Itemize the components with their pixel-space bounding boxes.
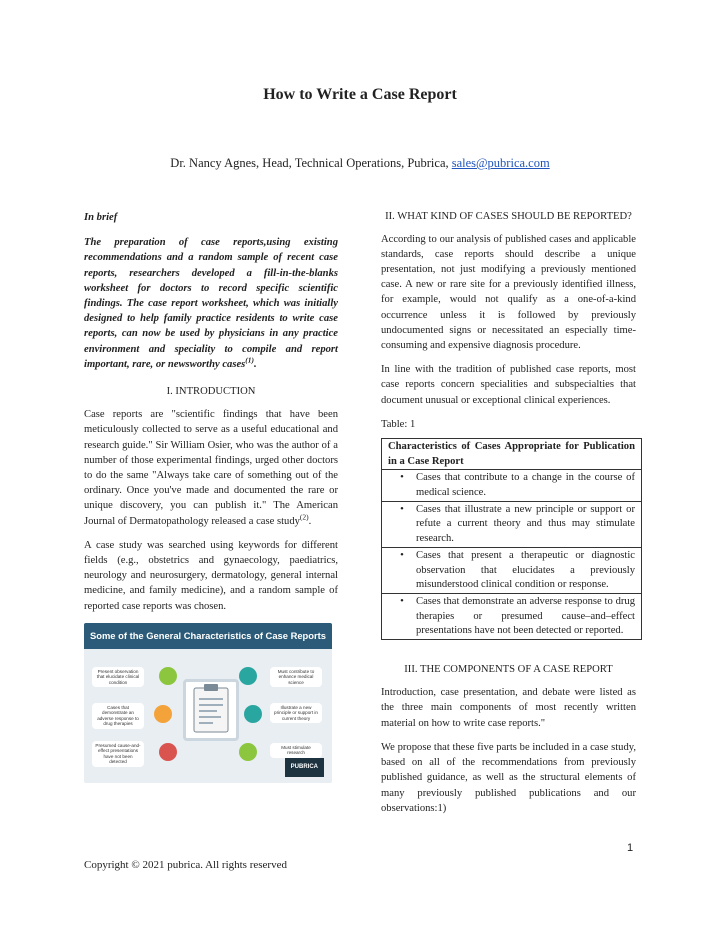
table-cell-text: Cases that contribute to a change in the course of medical science. (416, 472, 635, 499)
infographic-title: Some of the General Characteristics of Case Reports (84, 623, 332, 649)
abstract-citation: (1) (245, 355, 255, 365)
pills-icon (154, 705, 172, 723)
infographic-item: Presumed cause-and-effect presentations have not been detected (92, 741, 144, 767)
author-line (0, 156, 720, 171)
table-row (382, 470, 642, 501)
infographic-item: Must contribute to enhance medical science (270, 667, 322, 687)
author-email-link[interactable]: sales@pubrica.com (451, 156, 550, 170)
characteristics-table (381, 438, 642, 640)
bullet-icon: • (400, 472, 404, 484)
section-3-paragraph-1: Introduction, case presentation, and debate were listed as the three main components of most recently written material on how to write case reports." (381, 687, 636, 729)
author-text: Dr. Nancy Agnes, Head, Technical Operations, Pubrica, (170, 156, 452, 170)
introduction-citation: (2) (299, 512, 309, 522)
table-label: Table: 1 (381, 418, 416, 430)
bullet-icon: • (400, 549, 404, 561)
pubrica-logo: PUBRICA (285, 758, 324, 777)
table-cell-text: Cases that present a therapeutic or diagnostic observation that elucidates a previously misunderstood clinical condition or response. (416, 549, 635, 591)
introduction-paragraph-2: A case study was searched using keywords for different fields (e.g., obstetrics and gynaecology, paediatrics, neurology and neurosurgery, dermatology, general internal medicine, and family medicine), and a random sample of reported case reports was chosen. (84, 539, 338, 612)
introduction-paragraph-1 (84, 407, 338, 529)
bullet-icon: • (400, 503, 404, 515)
introduction-end-1: . (308, 515, 312, 527)
infographic-item: Present observation that elucidate clinical condition (92, 667, 144, 687)
doctor-icon (244, 705, 262, 723)
table-row (382, 593, 642, 639)
table-row (382, 547, 642, 593)
table-cell-text: Cases that illustrate a new principle or support or refute a current theory and thus may stimulate research. (416, 503, 635, 545)
case-report-infographic (84, 623, 332, 783)
bullet-icon: • (400, 595, 404, 607)
section-2-heading: II. WHAT KIND OF CASES SHOULD BE REPORTED? (385, 211, 632, 222)
introduction-text-1: Case reports are "scientific findings that have been meticulously collected to serve as a useful educational and research guide." Sir William Osier, who was the author of a number of those experimental findings, urged other doctors to do the same "Always take care of something out of the ordinary. Once you've made and documented the rare or unique discovery, you can publish it." The American Journal of Dermatopathology released a case study (84, 409, 338, 527)
table-cell (382, 501, 642, 547)
section-2-paragraph-1: According to our analysis of published cases and applicable standards, case reports should describe a unique presentation, not just modifying a previously mentioned case. A new or rare site for a previously identified illness, for example, would not qualify as a one-of-a-kind occurrence unless it is followed by previously undocumented signs or necessitated an especially time-consuming and expensive diagnosis procedure. (381, 233, 636, 351)
lab-icon (239, 667, 257, 685)
copyright-notice: Copyright © 2021 pubrica. All rights reserved (84, 859, 287, 871)
table-cell (382, 547, 642, 593)
abstract-end: . (254, 358, 257, 370)
table-cell-text: Cases that demonstrate an adverse response to drug therapies or presumed cause–and–effect presentations have not been detected or reported. (416, 595, 635, 637)
infographic-item: Illustrate a new principle or support in current theory (270, 703, 322, 723)
section-3-paragraph-2: We propose that these five parts be included in a case study, based on all of the recommendations from previously published guidance, as well as the structural elements of many previously published publications and our observations:1) (381, 741, 636, 814)
abstract-paragraph (84, 235, 338, 372)
worksheet-illustration (183, 679, 239, 741)
right-column (381, 210, 636, 816)
page-number: 1 (627, 842, 634, 854)
flask-icon (159, 743, 177, 761)
clipboard-icon (186, 682, 236, 738)
left-column (84, 210, 338, 783)
table-cell (382, 470, 642, 501)
infographic-item: Must stimulate research (270, 743, 322, 758)
table-header-row (382, 438, 642, 469)
in-brief-label: In brief (84, 212, 118, 223)
microscope-icon (159, 667, 177, 685)
infographic-item: Cases that demonstrate an adverse response to drug therapies (92, 703, 144, 729)
section-2-paragraph-2: In line with the tradition of published case reports, most case reports concern specialities and subspecialties that document unusual or exceptional clinical experiences. (381, 364, 636, 406)
abstract-text: The preparation of case reports,using existing recommendations and a random sample of recent case reports, researchers developed a fill-in-the-blanks worksheet for doctors to record specific scientific findings. The case report worksheet, which was initially designed to help family practice residents to write case reports, can now be used by physicians in any practice environment and speciality to compile and report important, rare, or newsworthy cases (84, 237, 338, 370)
table-row (382, 501, 642, 547)
section-3-heading: III. THE COMPONENTS OF A CASE REPORT (404, 664, 613, 676)
table-header-cell: Characteristics of Cases Appropriate for Publication in a Case Report (382, 438, 642, 469)
introduction-heading: I. INTRODUCTION (166, 386, 256, 398)
document-title: How to Write a Case Report (263, 86, 457, 103)
research-icon (239, 743, 257, 761)
table-cell (382, 593, 642, 639)
